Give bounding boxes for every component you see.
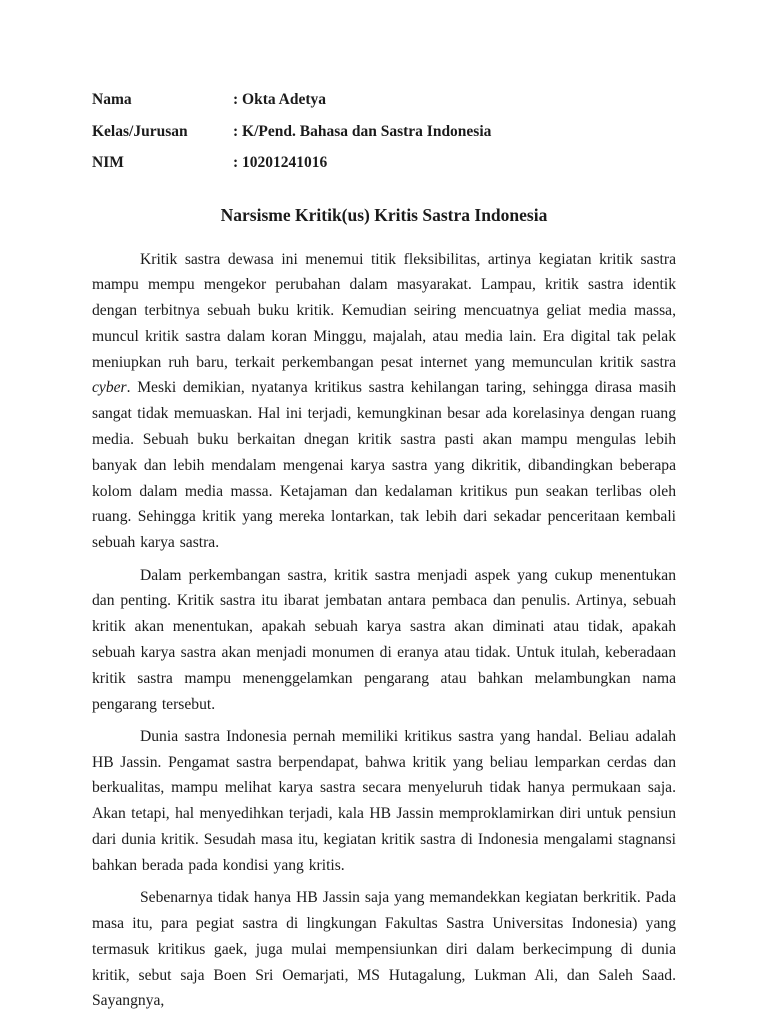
paragraph-1: [92, 247, 676, 557]
info-value-kelas-jurusan: : K/Pend. Bahasa dan Sastra Indonesia: [233, 122, 492, 140]
document-title: Narsisme Kritik(us) Kritis Sastra Indonesia: [220, 204, 548, 225]
paragraph-4: Sebenarnya tidak hanya HB Jassin saja yang memandekkan kegiatan berkritik. Pada masa itu, para pegiat sastra di lingkungan Fakultas Sastra Universitas Indonesia) yang termasuk kritikus gaek, juga mulai mempensiunkan diri dalam berkecimpung di dunia kritik, sebut saja Boen Sri Oemarjati, MS Hutagalung, Lukman Ali, dan Saleh Saad. Sayangnya,: [92, 889, 676, 1010]
info-value-nim: : 10201241016: [233, 154, 328, 171]
info-label-nama: Nama: [92, 91, 132, 108]
info-row-nama: [92, 84, 676, 116]
info-value-nama: : Okta Adetya: [233, 91, 326, 108]
paragraph-1-text-after-italic: . Meski demikian, nyatanya kritikus sastra kehilangan taring, sehingga dirasa masih sangat tidak memuaskan. Hal ini terjadi, kemungkinan besar ada korelasinya dengan ruang media. Sebuah buku berkaitan dnegan kritik sastra pasti akan mampu mengulas lebih banyak dan lebih mendalam mengenai karya sastra yang dikritik, dibandingkan beberapa kolom dalam media massa. Ketajaman dan kedalaman kritikus pun seakan terlibas oleh ruang. Sehingga kritik yang mereka lontarkan, tak lebih dari sekadar penceritaan kembali sebuah karya sastra.: [92, 379, 676, 552]
info-row-kelas-jurusan: [92, 116, 676, 148]
paragraph-2: Dalam perkembangan sastra, kritik sastra menjadi aspek yang cukup menentukan dan penting. Kritik sastra itu ibarat jembatan antara pembaca dan penulis. Artinya, sebuah kritik akan menentukan, apakah sebuah karya sastra akan diminati atau tidak, apakah sebuah karya sastra akan menjadi monumen di eranya atau tidak. Untuk itulah, keberadaan kritik sastra mampu menenggelamkan pengarang atau bahkan melambungkan nama pengarang tersebut.: [92, 566, 676, 713]
info-row-nim: [92, 147, 676, 179]
info-label-kelas-jurusan: Kelas/Jurusan: [92, 122, 188, 140]
paragraph-1-text-before-italic: Kritik sastra dewasa ini menemui titik fleksibilitas, artinya kegiatan kritik sastra mampu mempu mengekor perubahan dalam masyarakat. Lampau, kritik sastra identik dengan terbitnya sebuah buku kritik. Kemudian seiring mencuatnya geliat media massa, muncul kritik sastra dalam koran Minggu, majalah, atau media lain. Era digital tak pelak meniupkan ruh baru, terkait perkembangan pesat internet yang memunculan kritik sastra: [92, 250, 676, 371]
paragraph-3: Dunia sastra Indonesia pernah memiliki kritikus sastra yang handal. Beliau adalah HB Jassin. Pengamat sastra berpendapat, bahwa kritik yang beliau lemparkan cerdas dan berkualitas, mampu melihat karya sastra secara menyeluruh tidak hanya permukaan saja. Akan tetapi, hal menyedihkan terjadi, kala HB Jassin memproklamirkan diri untuk pensiun dari dunia kritik. Sesudah masa itu, kegiatan kritik sastra di Indonesia mengalami stagnansi bahkan berada pada kondisi yang kritis.: [92, 727, 676, 874]
document-body: [92, 247, 676, 1015]
paragraph-1-italic-word: cyber: [92, 379, 127, 397]
student-info: [92, 84, 676, 179]
info-label-nim: NIM: [92, 154, 124, 171]
